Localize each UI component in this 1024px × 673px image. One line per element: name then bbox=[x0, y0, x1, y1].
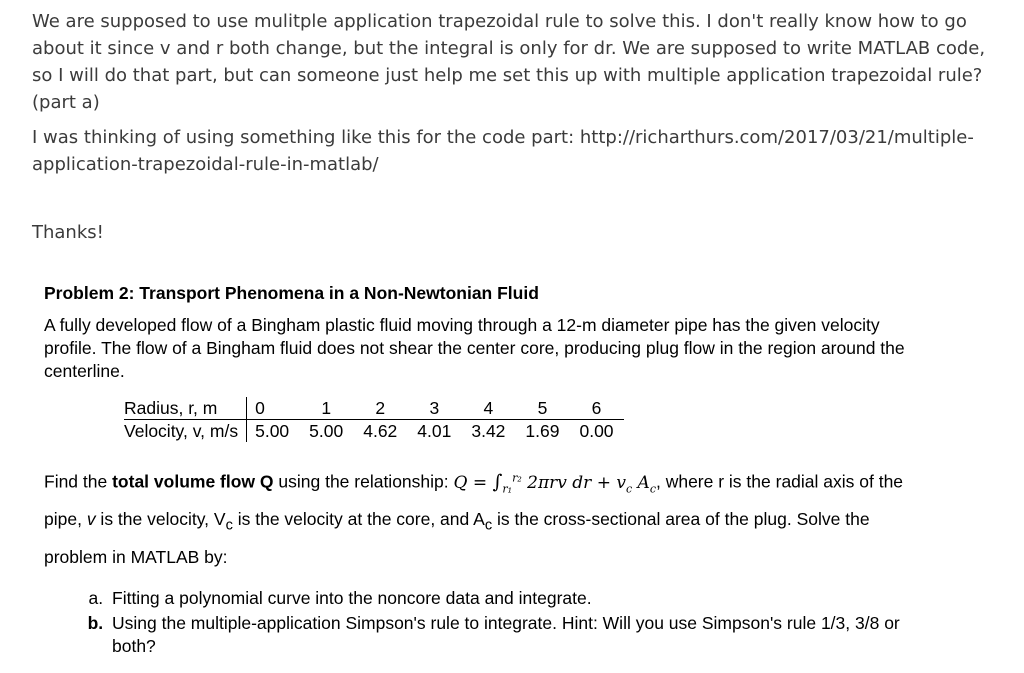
velocity-cell: 3.42 bbox=[471, 421, 506, 441]
post-paragraph-link: I was thinking of using something like this for the code part: http://richarthurs.com/2017/03/21/multiple-application-trapezoidal-rule-in-matlab/ bbox=[32, 127, 974, 175]
find-v: v bbox=[86, 509, 96, 530]
radius-cell: 0 bbox=[247, 397, 300, 420]
find-rest1: is the velocity, V bbox=[95, 509, 226, 530]
problem-title: Problem 2: Transport Phenomena in a Non-Newtonian Fluid bbox=[44, 283, 539, 303]
radius-cell: 6 bbox=[569, 397, 623, 420]
find-rest3: is the cross-sectional area of the plug. Solve the problem in MATLAB by: bbox=[44, 509, 870, 567]
velocity-label: Velocity, v, m/s bbox=[124, 420, 247, 443]
eq-integrand: 2πrv dr + bbox=[527, 472, 617, 493]
velocity-table bbox=[124, 397, 624, 442]
velocity-cell: 4.01 bbox=[417, 421, 452, 441]
find-bold: total volume flow Q bbox=[112, 471, 274, 492]
velocity-row bbox=[124, 420, 624, 443]
velocity-cell: 5.00 bbox=[309, 421, 344, 441]
velocity-cell: 5.00 bbox=[255, 421, 290, 441]
radius-cell: 5 bbox=[515, 397, 569, 420]
velocity-cell: 0.00 bbox=[579, 421, 614, 441]
find-middle: using the relationship: bbox=[273, 471, 454, 492]
find-sub-c1: c bbox=[225, 517, 233, 534]
find-rest2: is the velocity at the core, and A bbox=[232, 509, 485, 530]
velocity-cell: 1.69 bbox=[525, 421, 560, 441]
eq-ac: A bbox=[637, 472, 650, 493]
radius-cell: 1 bbox=[299, 397, 353, 420]
velocity-cell: 4.62 bbox=[363, 421, 398, 441]
part-a: a. Fitting a polynomial curve into the noncore data and integrate. bbox=[108, 587, 924, 610]
integral-sign: ∫ bbox=[492, 470, 503, 493]
eq-upper-limit: r₂ bbox=[512, 471, 522, 484]
part-b: b. Using the multiple-application Simpson's rule to integrate. Hint: Will you use Simpson's rule 1/3, 3/8 or both? bbox=[108, 612, 924, 658]
find-prefix: Find the bbox=[44, 471, 113, 492]
problem-find-text bbox=[44, 462, 924, 573]
problem-image bbox=[44, 282, 924, 660]
post-paragraph: We are supposed to use mulitple application trapezoidal rule to solve this. I don't really know how to go about it since v and r both change, but the integral is only for dr. We are supposed to write MATLAB code, so I will do that part, but can someone just help me set this up with multiple application trapezoidal rule? (part a) bbox=[32, 11, 986, 113]
radius-row bbox=[124, 397, 624, 420]
radius-cell: 3 bbox=[407, 397, 461, 420]
eq-lower-limit: r₁ bbox=[502, 482, 513, 496]
problem-description: A fully developed flow of a Bingham plastic fluid moving through a 12-m diameter pipe has the given velocity profile. The flow of a Bingham fluid does not shear the center core, producing plug flow in the region around the centerline. bbox=[44, 315, 905, 381]
eq-lhs: Q = bbox=[453, 472, 488, 493]
eq-vc-sub: c bbox=[625, 482, 633, 496]
problem-parts bbox=[44, 587, 924, 658]
find-sub-c2: c bbox=[484, 517, 493, 534]
radius-cell: 4 bbox=[461, 397, 515, 420]
find-suffix: , where r is the radial axis of the pipe, bbox=[44, 471, 904, 530]
eq-ac-sub: c bbox=[649, 482, 656, 496]
eq-vc: v bbox=[616, 472, 626, 493]
radius-cell: 2 bbox=[353, 397, 407, 420]
radius-label: Radius, r, m bbox=[124, 397, 247, 420]
question-post bbox=[32, 8, 1007, 246]
flow-equation bbox=[453, 470, 656, 496]
post-thanks: Thanks! bbox=[32, 222, 104, 243]
